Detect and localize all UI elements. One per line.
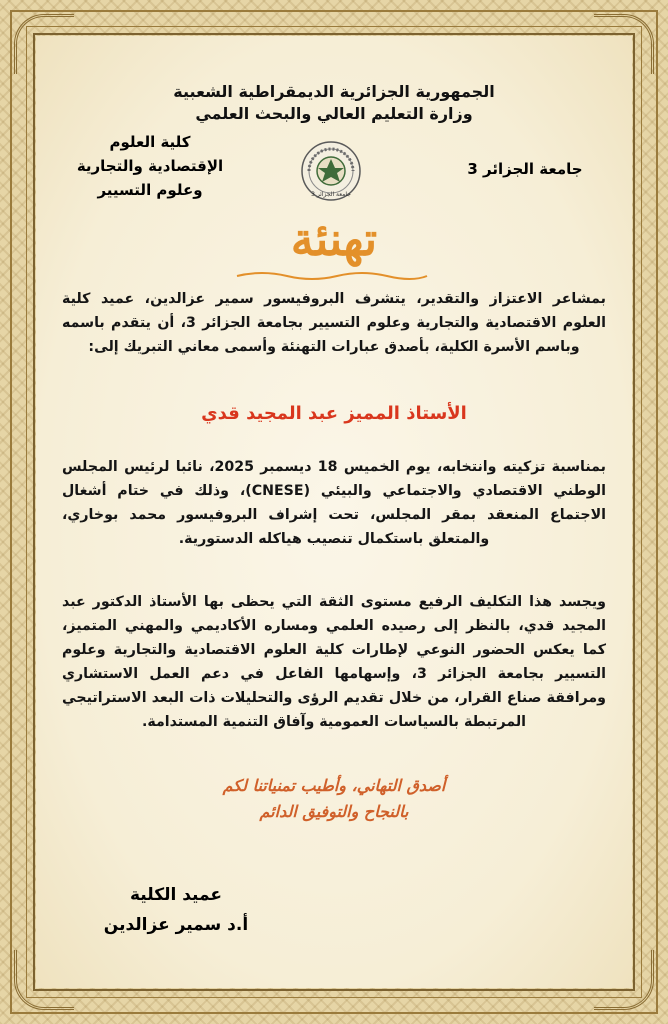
occasion-paragraph: بمناسبة تزكيته وانتخابه، يوم الخميس 18 ديسمبر 2025، نائبا لرئيس المجلس الوطني الاقتصادي والاجتماعي والبيئي (CNESE)، وذلك في ختام أشغال الاجتماع المنعقد بمقر المجلس، تحت إشراف البروفيسور محمد بوخاري، والمتعلق باستكمال تنصيب هياكله الدستورية. xyxy=(62,459,606,547)
university-seal-icon xyxy=(300,140,362,202)
intro-paragraph: بمشاعر الاعتزاز والتقدير، يتشرف البروفيسور سمير عزالدين، عميد كلية العلوم الاقتصادية والتجارية وعلوم التسيير بجامعة الجزائر 3، أن يتقدم باسمه وباسم الأسرة الكلية، بأصدق عبارات التهنئة وأسمى معاني التبريك إلى: xyxy=(62,291,606,355)
university-name: جامعة الجزائر 3 xyxy=(467,160,583,178)
signature-role: عميد الكلية xyxy=(130,885,222,905)
seal-caption: جامعة الجزائر 3 xyxy=(311,191,351,198)
ministry-header: وزارة التعليم العالي والبحث العلمي xyxy=(195,104,473,123)
title-flourish xyxy=(232,270,432,282)
faculty-line-2: الإقتصادية والتجارية xyxy=(76,157,224,175)
wishes-line-2: بالنجاح والتوفيق الدائم xyxy=(259,802,409,821)
congratulations-title: تهنئة xyxy=(290,212,378,266)
faculty-line-3: وعلوم التسيير xyxy=(97,181,203,199)
faculty-name xyxy=(60,130,240,202)
signature-name: أ.د سمير عزالدين xyxy=(103,915,249,935)
wishes-line-1: أصدق التهاني، وأطيب تمنياتنا لكم xyxy=(222,776,446,795)
republic-header: الجمهورية الجزائرية الديمقراطية الشعبية xyxy=(173,82,495,101)
honoree-name: الأستاذ المميز عبد المجيد قدي xyxy=(201,403,467,424)
faculty-line-1: كلية العلوم xyxy=(109,133,191,151)
significance-paragraph: ويجسد هذا التكليف الرفيع مستوى الثقة التي يحظى بها الأستاذ الدكتور عبد المجيد قدي، بالنظر إلى رصيده العلمي ومساره الأكاديمي والمهني المتميز، كما يعكس الحضور النوعي لإطارات كلية العلوم الاقتصادية والتجارية وعلوم التسيير بجامعة الجزائر 3، وإسهامها الفاعل في دعم العمل الاستشاري ومرافقة صناع القرار، من خلال تقديم الرؤى والتحليلات ذات البعد الاستراتيجي المرتبطة بالسياسات العمومية وآفاق التنمية المستدامة. xyxy=(62,594,606,730)
